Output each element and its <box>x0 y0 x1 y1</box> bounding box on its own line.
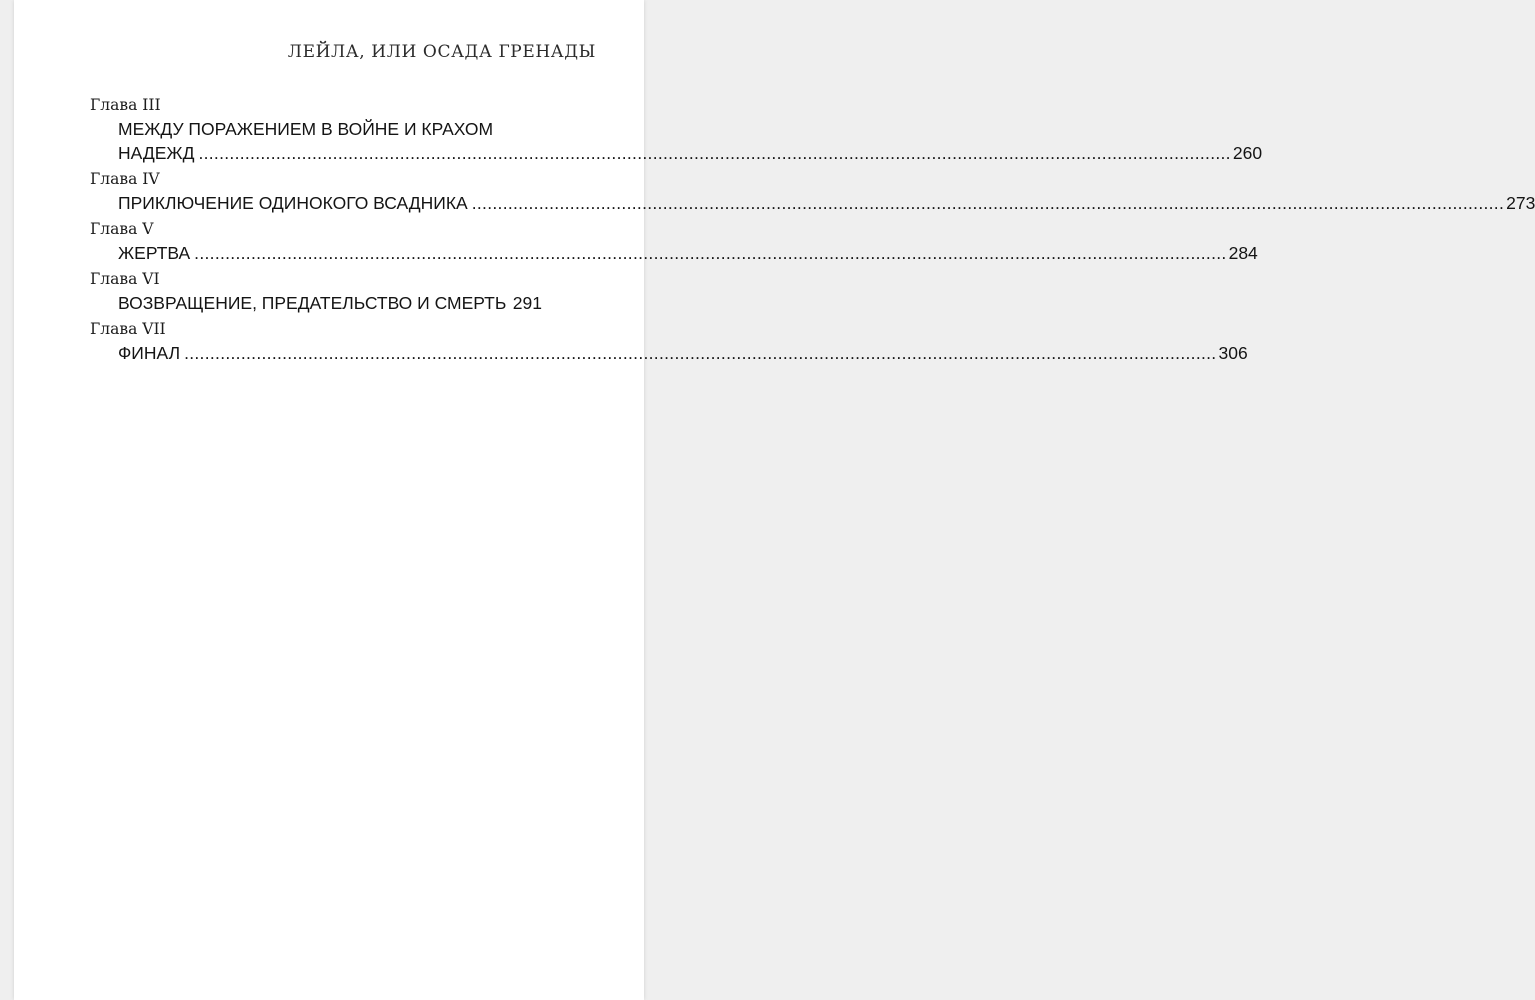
chapter-title <box>90 341 1248 365</box>
toc-entry-chapter-6 <box>90 268 542 315</box>
page-number: 260 <box>1232 143 1263 163</box>
page-number: 273 <box>1506 193 1535 213</box>
chapter-title-line <box>118 241 1258 265</box>
running-title: ЛЕЙЛА, ИЛИ ОСАДА ГРЕНАДЫ <box>287 42 596 62</box>
chapter-title <box>90 241 1258 265</box>
chapter-title-text: МЕЖДУ ПОРАЖЕНИЕМ В ВОЙНЕ И КРАХОМ <box>118 119 494 139</box>
chapter-title-line <box>118 117 542 141</box>
table-of-contents <box>90 94 1535 368</box>
chapter-title-line <box>118 141 1263 165</box>
dot-leader: ........................................................................................................................................................................................................ <box>194 243 1227 263</box>
page-number: 306 <box>1218 343 1248 363</box>
chapter-label: Глава V <box>90 220 154 238</box>
dot-leader: ........................................................................................................................................................................................................ <box>198 143 1231 163</box>
dot-leader: ........................................................................................................................................................................................................ <box>184 343 1217 363</box>
page-number: 284 <box>1228 243 1258 263</box>
chapter-title-line <box>118 191 1535 215</box>
chapter-label: Глава VI <box>90 270 160 288</box>
chapter-title-line <box>118 341 1248 365</box>
chapter-title <box>90 291 542 315</box>
toc-entry-chapter-7 <box>90 318 1248 365</box>
chapter-title <box>90 117 1263 165</box>
chapter-label: Глава VII <box>90 320 166 338</box>
chapter-title-text: ФИНАЛ <box>118 343 181 363</box>
book-page <box>14 0 1535 1000</box>
page-number: 291 <box>512 293 542 313</box>
chapter-title <box>90 191 1535 215</box>
chapter-label: Глава IV <box>90 170 160 188</box>
chapter-title-text: ВОЗВРАЩЕНИЕ, ПРЕДАТЕЛЬСТВО И СМЕРТЬ <box>118 293 507 313</box>
chapter-title-text: ЖЕРТВА <box>118 243 191 263</box>
chapter-title-text: ПРИКЛЮЧЕНИЕ ОДИНОКОГО ВСАДНИКА <box>118 193 468 213</box>
dot-leader: ........................................................................................................................................................................................................ <box>471 193 1505 213</box>
chapter-title-text: НАДЕЖД <box>118 143 195 163</box>
chapter-title-line <box>118 291 542 315</box>
toc-entry-chapter-5 <box>90 218 1258 265</box>
toc-entry-chapter-4 <box>90 168 1535 215</box>
chapter-label: Глава III <box>90 96 161 114</box>
toc-entry-chapter-3 <box>90 94 1263 165</box>
